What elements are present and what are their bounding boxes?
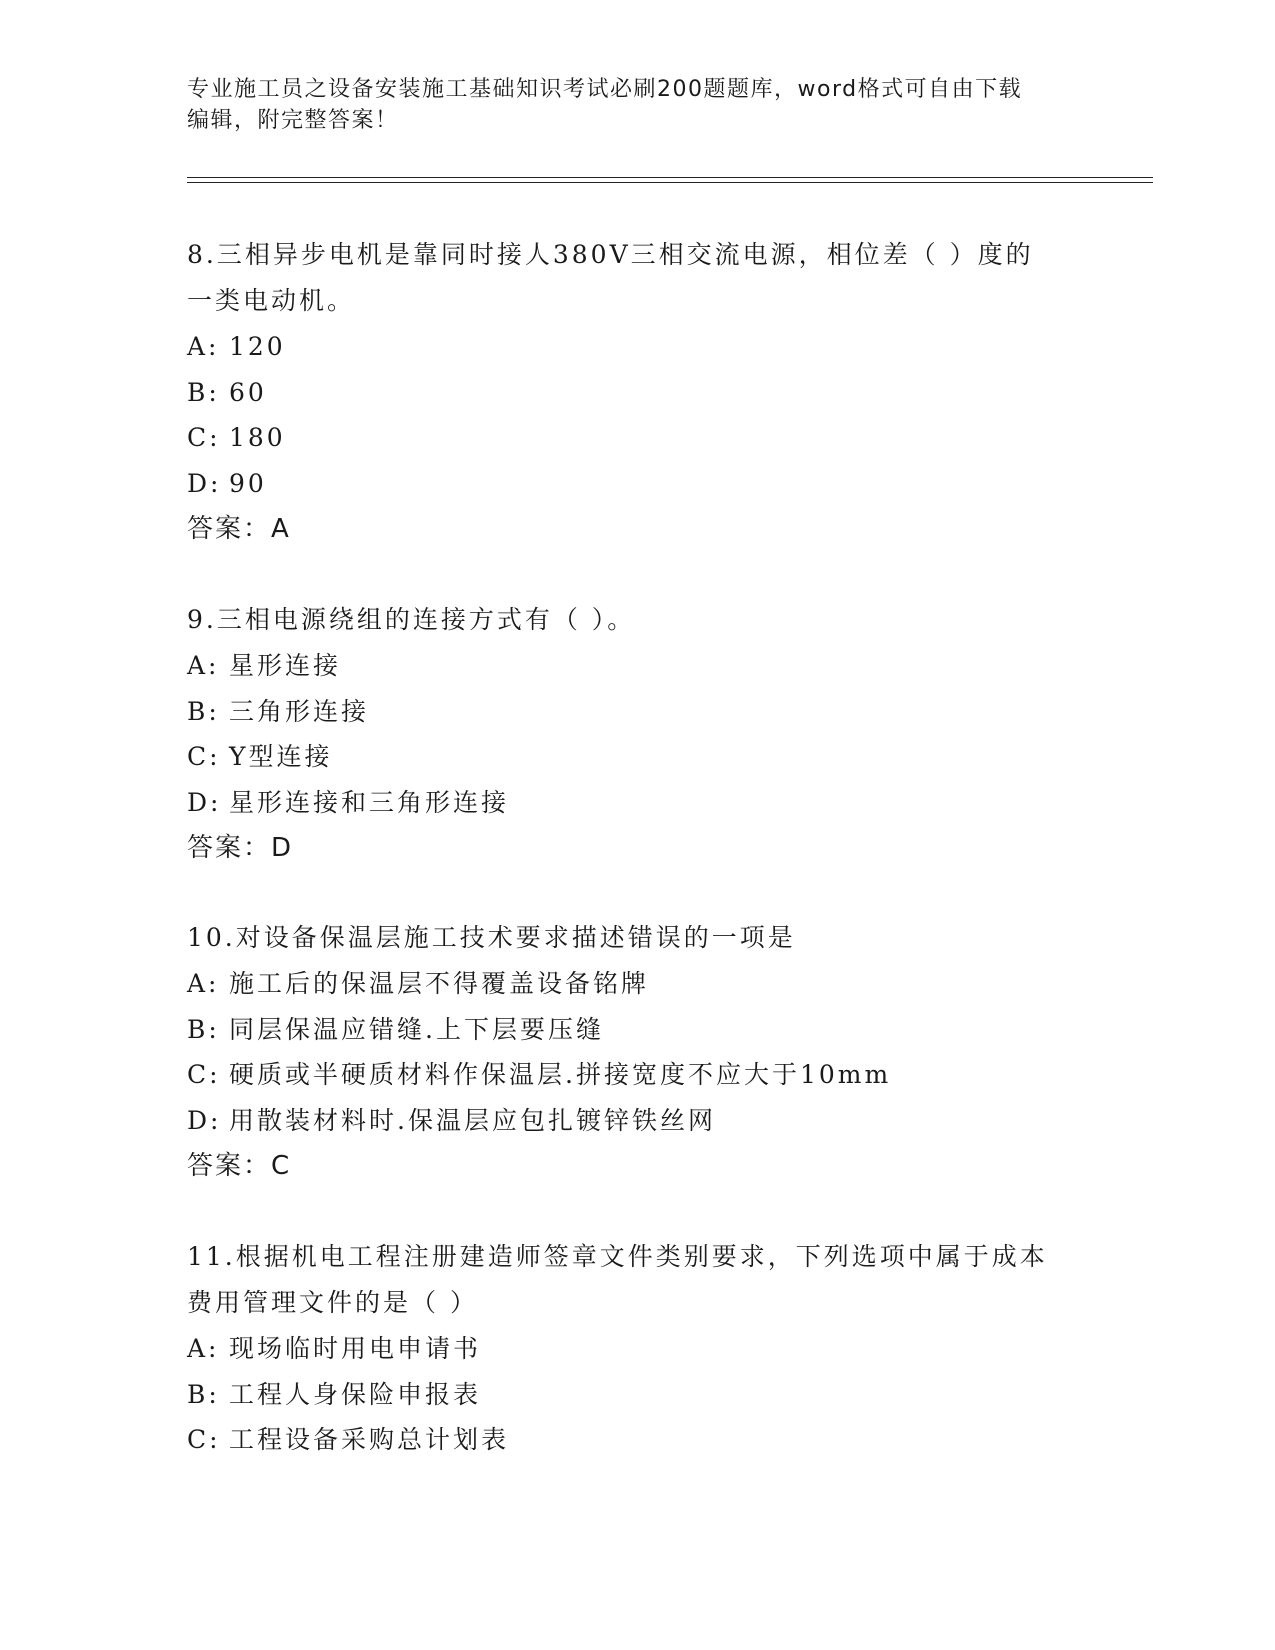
option-letter: A: (187, 969, 220, 998)
header-divider-top (187, 177, 1153, 178)
option-c (187, 734, 1087, 780)
question-8 (187, 232, 1087, 552)
option-c (187, 1417, 1087, 1463)
option-b (187, 370, 1087, 416)
option-text: 工程设备采购总计划表 (229, 1425, 510, 1454)
option-letter: B: (187, 696, 220, 726)
option-text: 工程人身保险申报表 (229, 1379, 482, 1409)
option-letter: D: (187, 1105, 222, 1135)
header-title-line-2: 编辑，附完整答案！ (187, 108, 399, 133)
option-a (187, 643, 1087, 689)
option-text: 120 (229, 332, 286, 361)
question-stem-line-1: 11.根据机电工程注册建造师签章文件类别要求，下列选项中属于成本 (187, 1242, 1048, 1271)
option-text: 施工后的保温层不得覆盖设备铭牌 (229, 969, 650, 998)
option-text: 硬质或半硬质材料作保温层.拼接宽度不应大于10mm (229, 1060, 892, 1089)
option-letter: C: (187, 1060, 221, 1089)
option-text: 90 (229, 468, 267, 498)
question-stem-line-1: 8.三相异步电机是靠同时接人380V三相交流电源，相位差（ ）度的 (187, 240, 1034, 269)
question-10 (187, 915, 1087, 1189)
answer-line: 答案：C (187, 1151, 292, 1181)
option-text: 星形连接和三角形连接 (229, 787, 510, 817)
answer-line: 答案：A (187, 514, 291, 544)
option-letter: C: (187, 742, 221, 771)
option-letter: A: (187, 651, 220, 680)
question-stem-line-2: 费用管理文件的是（ ） (187, 1288, 478, 1317)
question-11 (187, 1234, 1087, 1463)
option-letter: B: (187, 1014, 220, 1044)
option-text: Y型连接 (229, 742, 333, 771)
option-a (187, 1326, 1087, 1372)
option-a (187, 324, 1087, 370)
option-c (187, 1052, 1087, 1098)
option-letter: A: (187, 1334, 220, 1363)
question-stem-line-1: 9.三相电源绕组的连接方式有（ ）。 (187, 605, 636, 634)
option-d (187, 1098, 1087, 1144)
question-stem-line-2: 一类电动机。 (187, 286, 356, 315)
option-b (187, 1007, 1087, 1053)
question-stem-line-1: 10.对设备保温层施工技术要求描述错误的一项是 (187, 923, 796, 952)
option-letter: B: (187, 377, 220, 407)
option-text: 60 (229, 377, 267, 407)
header-divider-bottom (187, 182, 1153, 183)
option-letter: D: (187, 468, 222, 498)
option-d (187, 780, 1087, 826)
option-letter: D: (187, 787, 222, 817)
option-text: 用散装材料时.保温层应包扎镀锌铁丝网 (229, 1105, 716, 1135)
option-text: 180 (229, 423, 286, 452)
question-9 (187, 597, 1087, 871)
option-c (187, 415, 1087, 461)
option-letter: C: (187, 423, 221, 452)
option-text: 同层保温应错缝.上下层要压缝 (229, 1014, 604, 1044)
option-text: 现场临时用电申请书 (229, 1334, 482, 1363)
option-letter: C: (187, 1425, 221, 1454)
option-b (187, 1372, 1087, 1418)
option-letter: B: (187, 1379, 220, 1409)
option-b (187, 689, 1087, 735)
option-letter: A: (187, 332, 220, 361)
option-d (187, 461, 1087, 507)
document-header (187, 74, 1067, 136)
option-a (187, 961, 1087, 1007)
option-text: 星形连接 (229, 651, 342, 680)
header-title-line-1: 专业施工员之设备安装施工基础知识考试必刷200题题库，word格式可自由下载 (187, 77, 1023, 102)
option-text: 三角形连接 (229, 696, 370, 726)
answer-line: 答案：D (187, 833, 294, 863)
